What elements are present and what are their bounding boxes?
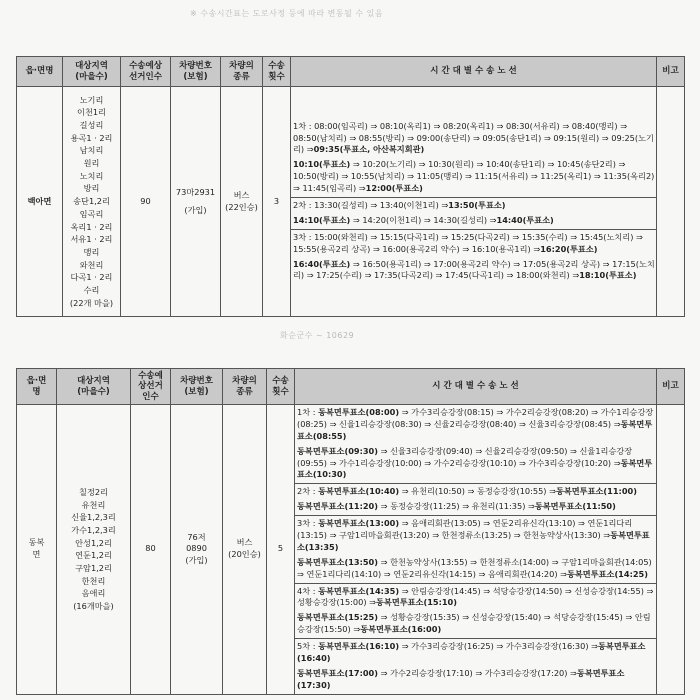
route-stops: ⇒ 16:50(용곡1리) ⇒ 17:00(용곡2리 약수) ⇒ 17:05(용곡2리 상곡) ⇒ 17:15(노치리) ⇒ 17:25(수리) ⇒ 17:35(다곡2리) ⇒ 17:45(다곡1리) ⇒ 18:00(와천리) ⇒ [293,258,655,281]
polling-station-time: 동복면투표소(14:25) [566,568,648,579]
polling-station-time: 14:10(투표소) [293,214,351,225]
route-stops: 3차 : 15:00(와천리) ⇒ 15:15(다곡1리) ⇒ 15:25(다곡2리) ⇒ 15:35(수리) ⇒ 15:45(노치리) ⇒ 15:55(용곡2리 상곡) ⇒ 16:00(용곡2리 약수) ⇒ 16:10(용곡1리) ⇒ [293,231,643,254]
vehicle-seats: (22인승) [225,201,258,212]
trip-block [291,230,656,285]
area-item: 서유1 · 2리 [70,234,113,245]
area-item: 이천1리 [77,107,106,118]
col-areas: 대상지역 (마을수) [63,57,121,87]
route-line [297,486,656,498]
col-notes: 비고 [657,57,685,87]
area-item: 수리 [83,285,100,296]
polling-station-time: 동복면투표소(08:55) [297,418,653,441]
polling-station-time: 동복면투표소(14:35) [318,585,400,596]
insurance-status: (가입) [185,555,208,566]
polling-station-time: 동복면투표소(17:00) [297,667,379,678]
area-item: 한천리 [81,575,106,586]
route-stops: ⇒ 성황승강장(15:35) ⇒ 신성승강장(15:40) ⇒ 석당승강장(15:45) ⇒ 안림승강장(15:50) ⇒ [297,612,651,635]
expected-voters: 80 [131,405,171,695]
route-line [297,501,656,513]
route-stops: ⇒ 안림승강장(14:45) ⇒ 석당승강장(14:50) ⇒ 신성승강장(14:55) ⇒ 성황승강장(15:00) ⇒ [297,585,654,608]
col-passengers: 수송예상 선거인수 [121,57,171,87]
polling-station-time: 12:00(투표소) [365,183,423,194]
area-item: 안성1,2리 [75,537,112,548]
col-trips: 수송 횟수 [267,369,295,405]
route-stops: ⇒ 유천리(10:50) ⇒ 동정승강장(10:55) ⇒ [399,486,556,497]
header-note: ※ 수송시간표는 도로사정 등에 따라 변동될 수 있음 [190,9,384,18]
col-vehicle-type: 차량의 종류 [223,369,267,405]
area-item: (16개마을) [73,601,114,612]
area-item: 길성리 [79,119,104,130]
area-item: 맹리 [83,246,100,257]
area-item: 가수1,2,3리 [71,524,116,535]
route-cell [291,87,657,317]
polling-station-time: 동복면투표소(13:00) [318,518,400,529]
vehicle-kind: 버스 [236,537,253,548]
expected-voters: 90 [121,87,171,317]
route-stops: 2차 : 13:30(길성리) ⇒ 13:40(이천1리) ⇒ [293,200,449,210]
route-stops: ⇒ 신율3리승강장(09:40) ⇒ 신율2리승강장(09:50) ⇒ 신율1리승강장(09:55) ⇒ 가수1리승강장(10:00) ⇒ 가수2리승강장(10:10) ⇒ 가수3리승강장(10:20) ⇒ [297,445,633,468]
target-areas [57,405,131,695]
area-item: 방리 [83,183,100,194]
trip-count: 5 [267,405,295,695]
polling-station-time: 동복면투표소(11:20) [297,501,379,512]
district-name: 동복 면 [17,405,57,695]
vehicle-kind: 버스 [233,189,250,200]
vehicle-plate: 76저 0890 [186,531,207,554]
polling-station-time: 동복면투표소(17:30) [297,667,625,690]
area-item: 와천리 [79,259,104,270]
route-line [297,446,656,482]
trip-count: 3 [263,87,291,317]
route-line [297,668,656,692]
vehicle-type [223,405,267,695]
route-stops: ⇒ 한천농약상사(13:55) ⇒ 한천정류소(14:00) ⇒ 구암1리마을회관(14:05) ⇒ 연둔1리다리(14:10) ⇒ 연둔2리유신각(14:15) ⇒ 음애리회관(14:20) ⇒ [297,556,652,579]
polling-station-time: 09:35(투표소, 아산복지회관) [313,144,425,155]
route-stops: ⇒ 음애리회관(13:05) ⇒ 연둔2리유신각(13:10) ⇒ 연둔1리다리(13:15) ⇒ 구암1리마을회관(13:20) ⇒ 한천정류소(13:25) ⇒ 한천농약상사(13:30) ⇒ [297,518,633,541]
trip-block [291,198,656,230]
area-item: 신율1,2,3리 [71,512,116,523]
col-passengers: 수송예 상선거 인수 [131,369,171,405]
insurance-status: (가입) [184,204,207,215]
polling-station-time: 16:20(투표소) [540,243,598,254]
area-item: 노치리 [79,170,104,181]
polling-station-time: 동복면투표소(16:10) [318,641,400,652]
route-line [297,641,656,665]
route-line [293,232,656,256]
area-item: 송단1,2리 [73,196,110,207]
route-stops: ⇒ 가수3리승강장(16:25) ⇒ 가수3리승강장(16:30) ⇒ [399,641,598,652]
route-stops: ⇒ 14:20(이천1리) ⇒ 14:30(길성리) ⇒ [350,214,497,225]
vehicle-seats: (20인승) [228,549,261,560]
area-item: 유천리 [81,499,106,510]
vehicle-number [171,405,223,695]
col-notes: 비고 [657,369,685,405]
notes-cell [657,87,685,317]
route-stops: ⇒ 가수3리승강장(08:15) ⇒ 가수2리승강장(08:20) ⇒ 가수1리승강장(08:25) ⇒ 신율1리승강장(08:30) ⇒ 신율2리승강장(08:40) ⇒ 신율3리승강장(08:45) ⇒ [297,407,654,429]
area-item: 옥리1 · 2리 [70,221,113,232]
vehicle-type [221,87,263,317]
trip-block [291,119,656,198]
route-line [293,259,656,283]
trip-block [295,484,656,516]
route-stops: 5차 : [297,641,319,652]
polling-station-time: 18:10(투표소) [579,270,637,281]
polling-station-time: 13:50(투표소) [448,200,506,210]
area-item: 연둔1,2리 [75,550,112,561]
area-item: 원리 [83,158,100,169]
district-name: 백아면 [17,87,63,317]
col-district: 읍·면명 [17,57,63,87]
polling-station-time: 동복면투표소(16:00) [360,624,442,635]
area-item: 칠정2리 [79,486,108,497]
route-stops: ⇒ 가수2리승강장(17:10) ⇒ 가수3리승강장(17:20) ⇒ [378,667,577,678]
route-stops: 2차 : [297,486,319,497]
area-item: 구암1,2리 [75,563,112,574]
route-line [297,557,656,581]
route-line [297,586,656,610]
polling-station-time: 동복면투표소(10:30) [297,457,653,480]
notes-cell [657,405,685,695]
area-item: 임곡리 [79,208,104,219]
polling-station-time: 동복면투표소(11:00) [555,486,637,497]
col-route: 시 간 대 별 수 송 노 선 [291,57,657,87]
trip-block [295,516,656,583]
area-item: 노기리 [79,94,104,105]
middle-note: 화순군수 ~ 10629 [280,331,355,340]
polling-station-time: 동복면투표소(15:10) [376,597,458,608]
schedule-table-dongbokmyeon [16,368,685,695]
area-item: (22개 마을) [69,297,114,308]
route-line [297,612,656,636]
trip-block [295,405,656,484]
polling-station-time: 동복면투표소(15:25) [297,612,379,623]
col-vehicle-no: 차량번호 (보험) [171,57,221,87]
area-item: 음애리 [81,588,106,599]
polling-station-time: 동복면투표소(10:40) [318,486,400,497]
polling-station-time: 동복면투표소(13:50) [297,556,379,567]
route-stops: ⇒ 동정승강장(11:25) ⇒ 유천리(11:35) ⇒ [378,501,535,512]
route-line [293,200,656,212]
route-line [297,407,656,443]
schedule-table-baekamyeon [16,56,685,317]
polling-station-time: 10:10(투표소) [293,159,351,170]
route-stops: 3차 : [297,518,319,529]
route-stops: 1차 : [297,407,319,417]
route-cell [295,405,657,695]
polling-station-time: 동복면투표소(09:30) [297,445,379,456]
route-line [297,518,656,554]
route-line [293,215,656,227]
route-line [293,159,656,195]
col-vehicle-no: 차량번호 (보험) [171,369,223,405]
vehicle-number [171,87,221,317]
col-route: 시 간 대 별 수 송 노 선 [295,369,657,405]
col-district: 읍·면 명 [17,369,57,405]
route-stops: ⇒ 10:20(노기리) ⇒ 10:30(원리) ⇒ 10:40(송단1리) ⇒ 10:45(송단2리) ⇒ 10:50(방리) ⇒ 10:55(남치리) ⇒ 11:05(맹리) ⇒ 11:15(서유리) ⇒ 11:25(옥리1) ⇒ 11:35(옥리2) ⇒ 11:45(임곡리) ⇒ [293,159,655,194]
col-areas: 대상지역 (마을수) [57,369,131,405]
trip-block [295,639,656,694]
polling-station-time: 14:40(투표소) [496,214,554,225]
polling-station-time: 동복면투표소(13:35) [297,530,650,552]
route-line [293,121,656,157]
area-item: 용곡1 · 2리 [70,132,113,143]
trip-block [295,584,656,640]
target-areas [63,87,121,317]
col-trips: 수송 횟수 [263,57,291,87]
polling-station-time: 동복면투표소(11:50) [534,501,616,512]
area-item: 남치리 [79,145,104,156]
area-item: 다곡1 · 2리 [70,272,113,283]
route-stops: 4차 : [297,585,319,596]
route-stops: 1차 : 08:00(임곡리) ⇒ 08:10(옥리1) ⇒ 08:20(옥리1) ⇒ 08:30(서유리) ⇒ 08:40(맹리) ⇒ 08:50(남치리) ⇒ 08:55(방리) ⇒ 09:00(송단리) ⇒ 09:05(송단1리) ⇒ 09:15(원리) ⇒ 09:25(노기리) ⇒ [293,120,654,155]
vehicle-plate: 73마2931 [175,186,216,197]
polling-station-time: 동복면투표소(16:40) [297,641,646,664]
col-vehicle-type: 차량의 종류 [221,57,263,87]
polling-station-time: 16:40(투표소) [293,258,351,269]
polling-station-time: 동복면투표소(08:00) [318,407,400,417]
